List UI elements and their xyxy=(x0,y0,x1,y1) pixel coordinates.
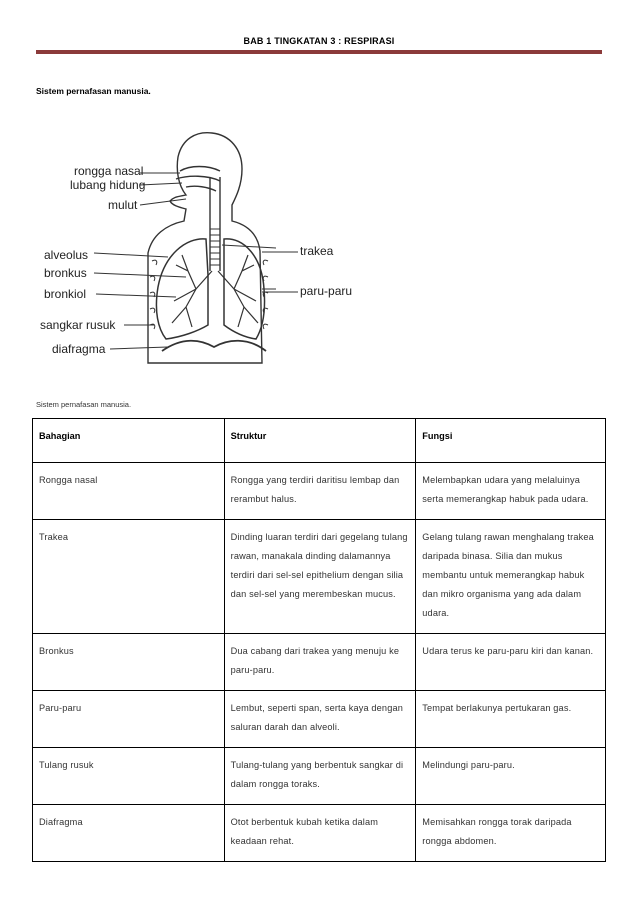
cell-bahagian: Tulang rusuk xyxy=(33,748,225,805)
cell-fungsi: Udara terus ke paru-paru kiri dan kanan. xyxy=(416,634,606,691)
label-rongga-nasal: rongga nasal xyxy=(74,164,144,178)
header-bahagian: Bahagian xyxy=(33,419,225,463)
cell-fungsi: Melembapkan udara yang melaluinya serta memerangkap habuk pada udara. xyxy=(416,463,606,520)
section-heading: Sistem pernafasan manusia. xyxy=(36,86,151,96)
label-paru-paru: paru-paru xyxy=(300,284,353,298)
respiration-table xyxy=(32,418,606,862)
table-row xyxy=(33,691,606,748)
header-struktur: Struktur xyxy=(224,419,416,463)
rib-cage-marks xyxy=(150,260,268,329)
trachea-rings xyxy=(210,229,220,265)
header-fungsi: Fungsi xyxy=(416,419,606,463)
left-lung-shape xyxy=(156,239,208,339)
label-bronkus: bronkus xyxy=(44,266,87,280)
cell-fungsi: Memisahkan rongga torak daripada rongga abdomen. xyxy=(416,805,606,862)
table-row xyxy=(33,520,606,634)
label-alveolus: alveolus xyxy=(44,248,89,262)
respiratory-system-diagram xyxy=(36,125,276,375)
cell-bahagian: Bronkus xyxy=(33,634,225,691)
cell-fungsi: Gelang tulang rawan menghalang trakea daripada binasa. Silia dan mukus membantu untuk memerangkap habuk dan mikro organisma yang ada dalam udara. xyxy=(416,520,606,634)
cell-struktur: Lembut, seperti span, serta kaya dengan saluran darah dan alveoli. xyxy=(224,691,416,748)
respiratory-diagram-svg xyxy=(36,125,276,375)
table-row xyxy=(33,463,606,520)
table-row xyxy=(33,805,606,862)
figure-caption: Sistem pernafasan manusia. xyxy=(36,400,132,409)
label-bronkiol: bronkiol xyxy=(44,287,87,301)
cell-bahagian: Paru-paru xyxy=(33,691,225,748)
cell-fungsi: Melindungi paru-paru. xyxy=(416,748,606,805)
table-header-row xyxy=(33,419,606,463)
label-sangkar-rusuk: sangkar rusuk xyxy=(40,318,116,332)
right-lung-shape xyxy=(224,239,265,339)
bronchi-branches xyxy=(172,255,258,327)
right-label-lines xyxy=(262,240,342,320)
cell-struktur: Tulang-tulang yang berbentuk sangkar di dalam rongga toraks. xyxy=(224,748,416,805)
cell-fungsi: Tempat berlakunya pertukaran gas. xyxy=(416,691,606,748)
label-trakea: trakea xyxy=(300,244,334,258)
label-mulut: mulut xyxy=(108,198,138,212)
diaphragm-shape xyxy=(162,341,266,351)
cell-struktur: Dua cabang dari trakea yang menuju ke paru-paru. xyxy=(224,634,416,691)
page-header-title: BAB 1 TINGKATAN 3 : RESPIRASI xyxy=(243,36,395,46)
cell-bahagian: Rongga nasal xyxy=(33,463,225,520)
cell-bahagian: Trakea xyxy=(33,520,225,634)
cell-bahagian: Diafragma xyxy=(33,805,225,862)
cell-struktur: Dinding luaran terdiri dari gegelang tulang rawan, manakala dinding dalamannya terdiri dari sel-sel epithelium dengan silia dan sel-sel yang merembeskan mucus. xyxy=(224,520,416,634)
cell-struktur: Otot berbentuk kubah ketika dalam keadaan rehat. xyxy=(224,805,416,862)
label-diafragma: diafragma xyxy=(52,342,106,356)
header-divider xyxy=(36,50,602,54)
table-row xyxy=(33,634,606,691)
label-lubang-hidung: lubang hidung xyxy=(70,178,146,192)
nasal-cavity-shape xyxy=(176,167,220,192)
table-row xyxy=(33,748,606,805)
cell-struktur: Rongga yang terdiri daritisu lembap dan rerambut halus. xyxy=(224,463,416,520)
